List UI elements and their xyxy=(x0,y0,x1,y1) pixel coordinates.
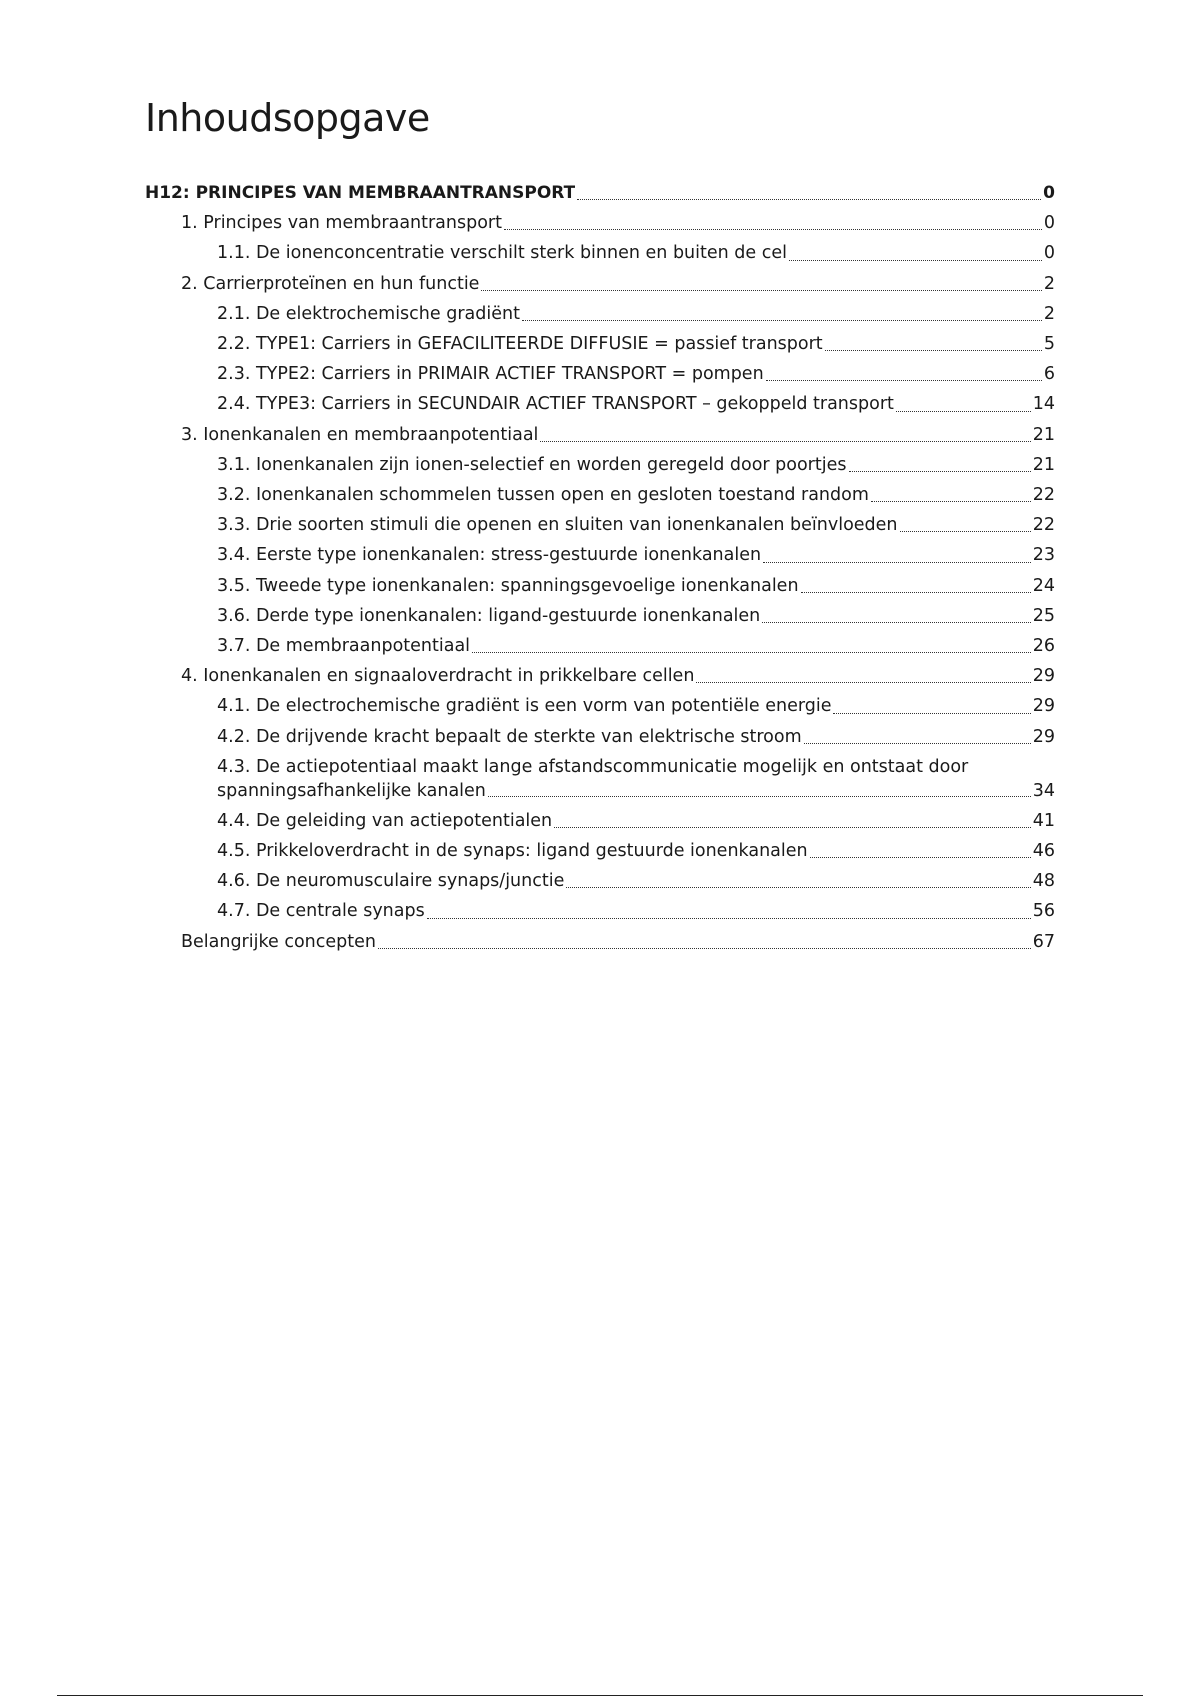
toc-entry-subsection[interactable] xyxy=(217,299,1055,329)
toc-entry-label: 4.4. De geleiding van actiepotentialen xyxy=(217,810,553,831)
dot-leader xyxy=(789,260,1042,261)
toc-entry-subsection[interactable] xyxy=(217,601,1055,631)
dot-leader xyxy=(766,380,1042,381)
toc-page-number: 21 xyxy=(1032,454,1055,475)
toc-entry-label: 3. Ionenkanalen en membraanpotentiaal xyxy=(181,424,539,445)
toc-entry-subsection[interactable] xyxy=(217,752,1055,806)
toc-page-number: 48 xyxy=(1032,871,1055,892)
toc-page-number: 25 xyxy=(1032,605,1055,626)
toc-entry-subsection[interactable] xyxy=(217,722,1055,752)
toc-entry-subsection[interactable] xyxy=(217,329,1055,359)
dot-leader xyxy=(481,290,1041,291)
toc-page-number: 5 xyxy=(1043,334,1055,355)
toc-entry-label: 2. Carrierproteïnen en hun functie xyxy=(181,273,480,294)
toc-page-number: 23 xyxy=(1032,545,1055,566)
footer-divider xyxy=(57,1695,1143,1696)
toc-page-number: 34 xyxy=(1032,780,1055,801)
dot-leader xyxy=(763,562,1031,563)
toc-page-number: 0 xyxy=(1043,243,1055,264)
toc-entry-subsection[interactable] xyxy=(217,480,1055,510)
toc-entry-label: 3.7. De membraanpotentiaal xyxy=(217,636,471,657)
toc-entry-label: 4.3. De actiepotentiaal maakt lange afstandscommunicatie mogelijk en ontstaat door xyxy=(217,756,969,777)
toc-entry-label: 4.1. De electrochemische gradiënt is een vorm van potentiële energie xyxy=(217,696,832,717)
dot-leader xyxy=(696,682,1030,683)
dot-leader xyxy=(488,796,1031,797)
toc-entry-subsection[interactable] xyxy=(217,836,1055,866)
toc-entry-section[interactable] xyxy=(181,208,1055,238)
dot-leader xyxy=(801,592,1031,593)
toc-entry-label: 4.5. Prikkeloverdracht in de synaps: ligand gestuurde ionenkanalen xyxy=(217,841,808,862)
toc-page-number: 6 xyxy=(1043,364,1055,385)
toc-entry-subsection[interactable] xyxy=(217,866,1055,896)
dot-leader xyxy=(900,531,1031,532)
toc-entry-label: 4.2. De drijvende kracht bepaalt de sterkte van elektrische stroom xyxy=(217,726,802,747)
dot-leader xyxy=(896,411,1031,412)
toc-page-number: 67 xyxy=(1032,931,1055,952)
toc-page-number: 29 xyxy=(1032,726,1055,747)
dot-leader xyxy=(762,622,1030,623)
toc-entry-label: 3.4. Eerste type ionenkanalen: stress-gestuurde ionenkanalen xyxy=(217,545,762,566)
toc-page-number: 24 xyxy=(1032,575,1055,596)
toc-entry-subsection[interactable] xyxy=(217,389,1055,419)
toc-entry-section[interactable] xyxy=(181,420,1055,450)
dot-leader xyxy=(378,948,1031,949)
toc-entry-section[interactable] xyxy=(181,927,1055,957)
toc-page-number: 22 xyxy=(1032,485,1055,506)
toc-entry-subsection[interactable] xyxy=(217,571,1055,601)
dot-leader xyxy=(577,199,1041,200)
toc-entry-label: H12: PRINCIPES VAN MEMBRAANTRANSPORT xyxy=(145,183,576,203)
page-title: Inhoudsopgave xyxy=(145,96,430,140)
toc-page-number: 22 xyxy=(1032,515,1055,536)
dot-leader xyxy=(504,229,1042,230)
toc-entry-subsection[interactable] xyxy=(217,691,1055,721)
toc-page-number: 46 xyxy=(1032,841,1055,862)
toc-entry-label: 3.6. Derde type ionenkanalen: ligand-gestuurde ionenkanalen xyxy=(217,605,761,626)
toc-entry-chapter[interactable] xyxy=(145,178,1055,208)
toc-entry-label: Belangrijke concepten xyxy=(181,931,376,952)
toc-entry-label: 4.7. De centrale synaps xyxy=(217,901,425,922)
toc-entry-subsection[interactable] xyxy=(217,238,1055,268)
toc-page-number: 2 xyxy=(1043,273,1055,294)
toc-entry-label: 3.2. Ionenkanalen schommelen tussen open en gesloten toestand random xyxy=(217,485,869,506)
dot-leader xyxy=(849,471,1031,472)
dot-leader xyxy=(554,827,1031,828)
toc-page-number: 41 xyxy=(1032,810,1055,831)
toc-entry-label: 1.1. De ionenconcentratie verschilt sterk binnen en buiten de cel xyxy=(217,243,787,264)
toc-entry-subsection[interactable] xyxy=(217,896,1055,926)
toc-page-number: 29 xyxy=(1032,696,1055,717)
toc-page-number: 56 xyxy=(1032,901,1055,922)
dot-leader xyxy=(427,918,1031,919)
dot-leader xyxy=(566,887,1030,888)
toc-entry-subsection[interactable] xyxy=(217,450,1055,480)
toc-entry-label: 4.6. De neuromusculaire synaps/junctie xyxy=(217,871,565,892)
toc-page-number: 14 xyxy=(1032,394,1055,415)
toc-entry-subsection[interactable] xyxy=(217,540,1055,570)
toc-entry-subsection[interactable] xyxy=(217,359,1055,389)
dot-leader xyxy=(472,652,1031,653)
toc-page-number: 26 xyxy=(1032,636,1055,657)
dot-leader xyxy=(871,501,1031,502)
toc-entry-label: 3.5. Tweede type ionenkanalen: spanningsgevoelige ionenkanalen xyxy=(217,575,799,596)
toc-entry-label: 2.2. TYPE1: Carriers in GEFACILITEERDE DIFFUSIE = passief transport xyxy=(217,334,823,355)
toc-entry-label-continued: spanningsafhankelijke kanalen xyxy=(217,780,486,801)
toc-entry-subsection[interactable] xyxy=(217,806,1055,836)
toc-entry-label: 1. Principes van membraantransport xyxy=(181,213,502,234)
dot-leader xyxy=(810,857,1031,858)
dot-leader xyxy=(825,350,1042,351)
dot-leader xyxy=(540,441,1030,442)
dot-leader xyxy=(804,743,1031,744)
toc-entry-section[interactable] xyxy=(181,269,1055,299)
toc-entry-label: 2.4. TYPE3: Carriers in SECUNDAIR ACTIEF TRANSPORT – gekoppeld transport xyxy=(217,394,894,415)
toc-entry-section[interactable] xyxy=(181,661,1055,691)
toc-entry-label: 3.3. Drie soorten stimuli die openen en sluiten van ionenkanalen beïnvloeden xyxy=(217,515,898,536)
toc-page-number: 29 xyxy=(1032,666,1055,687)
toc-page-number: 2 xyxy=(1043,303,1055,324)
toc-entry-label: 2.3. TYPE2: Carriers in PRIMAIR ACTIEF TRANSPORT = pompen xyxy=(217,364,764,385)
toc-entry-subsection[interactable] xyxy=(217,510,1055,540)
toc-entry-subsection[interactable] xyxy=(217,631,1055,661)
toc-entry-label: 3.1. Ionenkanalen zijn ionen-selectief en worden geregeld door poortjes xyxy=(217,454,847,475)
toc-entry-label: 2.1. De elektrochemische gradiënt xyxy=(217,303,520,324)
toc-page-number: 21 xyxy=(1032,424,1055,445)
table-of-contents xyxy=(0,178,1200,957)
toc-page-number: 0 xyxy=(1043,213,1055,234)
toc-page-number: 0 xyxy=(1043,183,1055,203)
toc-entry-label: 4. Ionenkanalen en signaaloverdracht in prikkelbare cellen xyxy=(181,666,695,687)
dot-leader xyxy=(522,320,1042,321)
dot-leader xyxy=(833,713,1030,714)
